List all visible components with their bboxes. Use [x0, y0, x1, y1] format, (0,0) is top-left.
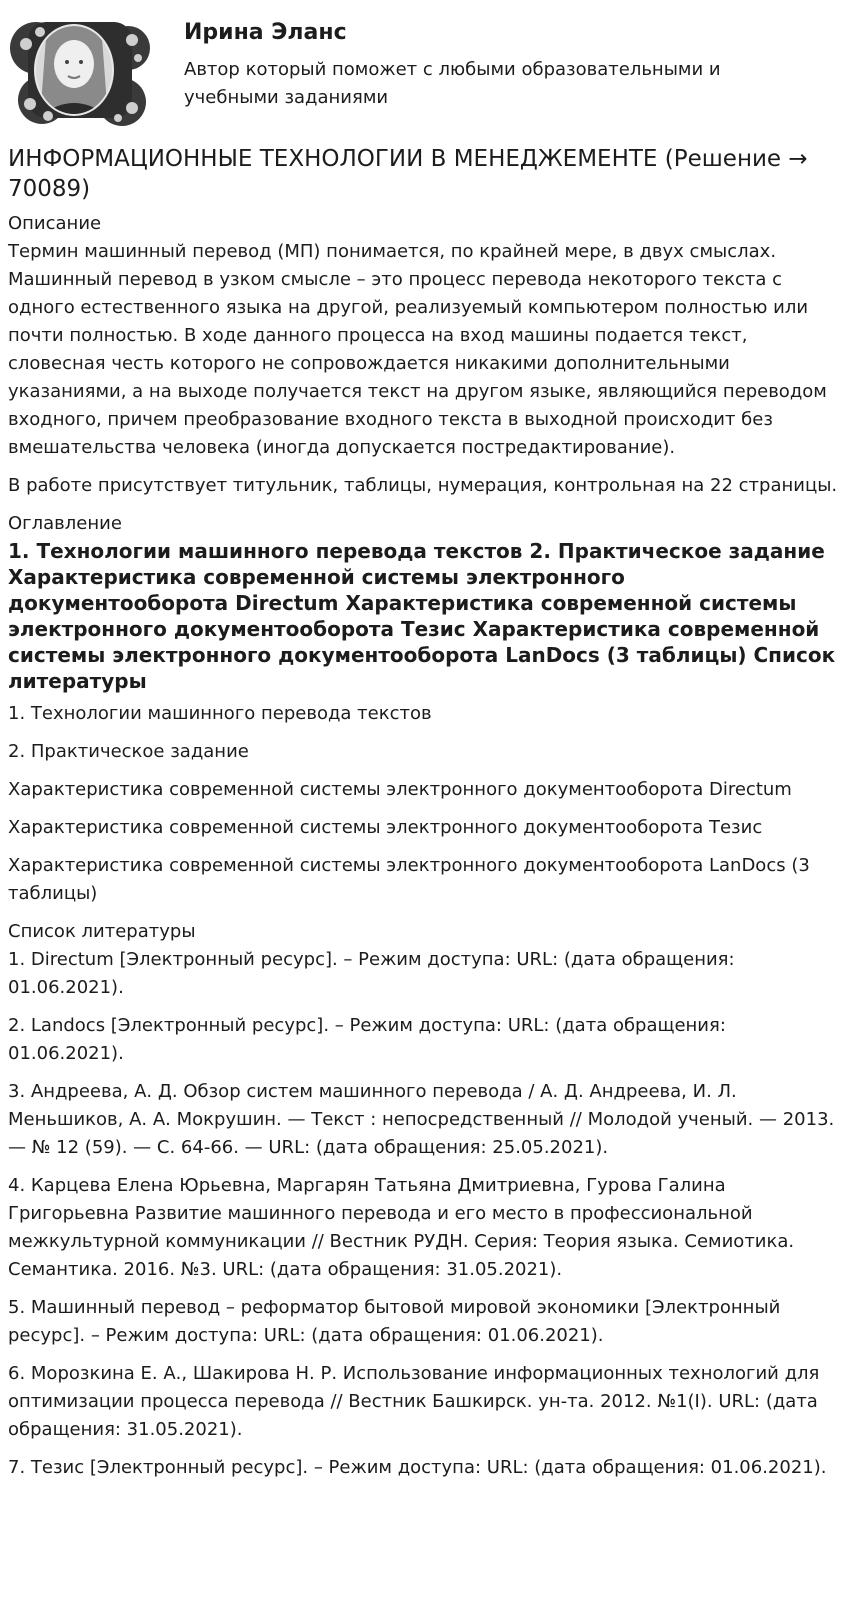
reference-item: 3. Андреева, А. Д. Обзор систем машинного перевода / А. Д. Андреева, И. Л. Меньшиков, А. А. Мокрушин. — Текст : непосредственный // Молодой ученый. — 2013. — № 12 (59). — С. 64-66. — URL: (дата обращения: 25.05.2021). — [8, 1081, 835, 1158]
toc-item: Характеристика современной системы электронного документооборота Тезис — [8, 817, 763, 838]
reference-item: 7. Тезис [Электронный ресурс]. – Режим доступа: URL: (дата обращения: 01.06.2021). — [8, 1457, 827, 1478]
description-paragraph: Термин машинный перевод (МП) понимается, по крайней мере, в двух смыслах. Машинный перевод в узком смысле – это процесс перевода некоторого текста с одного естественного языка на другой, реализуемый компьютером полностью или почти полностью. В ходе данного процесса на вход машины подается текст, словесная честь которого не сопровождается никакими дополнительными указаниями, а на выходе получается текст на другом языке, являющийся переводом входного, причем преобразование входного текста в выходной происходит без вмешательства человека (иногда допускается постредактирование). — [8, 241, 827, 458]
reference-item: 4. Карцева Елена Юрьевна, Маргарян Татьяна Дмитриевна, Гурова Галина Григорьевна Развитие машинного перевода и его место в профессиональной межкультурной коммуникации // Вестник РУДН. Серия: Теория языка. Семиотика. Семантика. 2016. №3. URL: (дата обращения: 31.05.2021). — [8, 1175, 795, 1280]
description-paragraph: В работе присутствует титульник, таблицы, нумерация, контрольная на 22 страницы. — [8, 475, 838, 496]
reference-item: 5. Машинный перевод – реформатор бытовой мировой экономики [Электронный ресурс]. – Режим доступа: URL: (дата обращения: 01.06.2021). — [8, 1297, 781, 1346]
avatar[interactable] — [8, 8, 152, 128]
toc-item: Характеристика современной системы электронного документооборота Directum — [8, 779, 792, 800]
reference-item: 6. Морозкина Е. А., Шакирова Н. Р. Использование информационных технологий для оптимизации процесса перевода // Вестник Башкирск. ун-та. 2012. №1(I). URL: (дата обращения: 31.05.2021). — [8, 1363, 820, 1440]
author-description: Автор который поможет с любыми образовательными и учебными заданиями — [184, 59, 721, 108]
film-reel-avatar-icon — [8, 8, 152, 128]
toc-item: 1. Технологии машинного перевода текстов — [8, 703, 432, 724]
references-label: Список литературы — [8, 921, 196, 942]
toc-summary: 1. Технологии машинного перевода текстов 2. Практическое задание Характеристика современной системы электронного документооборота Directum Характеристика современной системы электронного документооборота Тезис Характеристика современной системы электронного документооборота LanDocs (3 таблицы) Список литературы — [8, 539, 836, 693]
description-label: Описание — [8, 213, 102, 234]
toc-item: Характеристика современной системы электронного документооборота LanDocs (3 таблицы) — [8, 855, 810, 904]
author-name[interactable]: Ирина Эланс — [184, 20, 347, 45]
reference-item: 2. Landocs [Электронный ресурс]. – Режим доступа: URL: (дата обращения: 01.06.2021). — [8, 1015, 726, 1064]
document-content — [8, 144, 838, 1492]
toc-item: 2. Практическое задание — [8, 741, 249, 762]
page-title: ИНФОРМАЦИОННЫЕ ТЕХНОЛОГИИ В МЕНЕДЖЕМЕНТЕ (Решение → 70089) — [8, 146, 808, 202]
reference-item: 1. Directum [Электронный ресурс]. – Режим доступа: URL: (дата обращения: 01.06.2021). — [8, 949, 735, 998]
author-card — [8, 8, 828, 128]
toc-label: Оглавление — [8, 513, 122, 534]
